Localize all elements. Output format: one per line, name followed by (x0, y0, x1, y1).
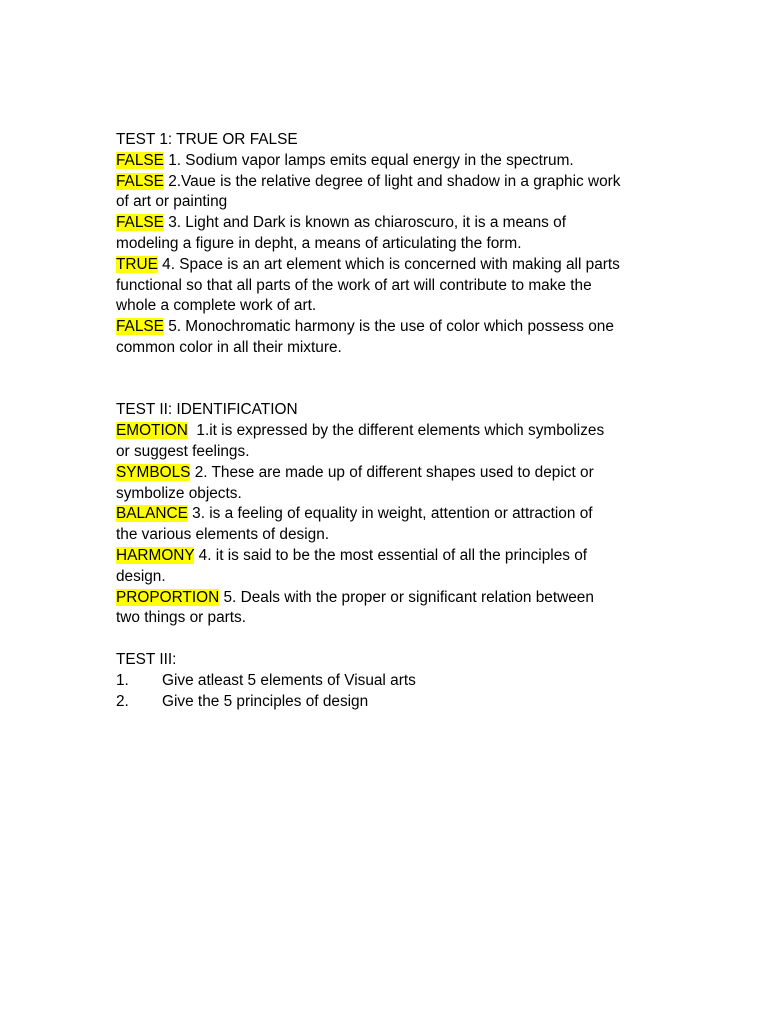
test2-item (116, 421, 656, 463)
question-text: symbolize objects. (116, 484, 242, 502)
test2-item (116, 546, 656, 588)
test3-title: TEST III: (116, 650, 177, 668)
question-text: or suggest feelings. (116, 442, 250, 460)
test1-item (116, 213, 656, 255)
test2-title: TEST II: IDENTIFICATION (116, 401, 298, 419)
question-text: design. (116, 567, 166, 585)
question-text: 2.Vaue is the relative degree of light and shadow in a graphic work (163, 172, 621, 190)
question-text: 1. Sodium vapor lamps emits equal energy in the spectrum. (163, 151, 574, 169)
question-text: 2. These are made up of different shapes used to depict or (190, 463, 594, 481)
answer-highlight: FALSE (116, 214, 164, 232)
question-text: modeling a figure in depht, a means of articulating the form. (116, 234, 522, 252)
question-text: two things or parts. (116, 609, 247, 627)
answer-highlight: EMOTION (116, 422, 188, 440)
item-text: Give atleast 5 elements of Visual arts (162, 671, 416, 689)
question-text: the various elements of design. (116, 526, 330, 544)
test1-item (116, 255, 656, 317)
answer-highlight: FALSE (116, 318, 164, 336)
answer-highlight: TRUE (116, 255, 158, 273)
test2-item (116, 504, 656, 546)
item-number: 2. (116, 692, 129, 710)
question-text: 4. it is said to be the most essential of all the principles of (194, 546, 588, 564)
question-text: whole a complete work of art. (116, 297, 317, 315)
test3-item (116, 671, 656, 692)
test1-item (116, 172, 656, 214)
question-text: 5. Deals with the proper or significant relation between (219, 588, 594, 606)
test2-item (116, 463, 656, 505)
question-text: common color in all their mixture. (116, 338, 342, 356)
question-text: 1.it is expressed by the different elements which symbolizes (187, 422, 605, 440)
answer-highlight: PROPORTION (116, 588, 220, 606)
answer-highlight: HARMONY (116, 546, 195, 564)
test1-title: TEST 1: TRUE OR FALSE (116, 131, 298, 148)
test3-item (116, 692, 656, 713)
document-page (116, 130, 656, 712)
answer-highlight: FALSE (116, 172, 164, 190)
question-text: 3. is a feeling of equality in weight, attention or attraction of (187, 505, 593, 523)
test1-item (116, 317, 656, 359)
item-text: Give the 5 principles of design (162, 692, 369, 710)
question-text: 4. Space is an art element which is concerned with making all parts (157, 255, 620, 273)
item-number: 1. (116, 671, 129, 689)
question-text: 5. Monochromatic harmony is the use of color which possess one (163, 318, 614, 336)
question-text: 3. Light and Dark is known as chiaroscuro, it is a means of (163, 214, 566, 232)
answer-highlight: FALSE (116, 151, 164, 169)
blank-line (116, 629, 656, 650)
question-text: of art or painting (116, 193, 228, 211)
question-text: functional so that all parts of the work of art will contribute to make the (116, 276, 592, 294)
blank-line (116, 380, 656, 401)
blank-line (116, 359, 656, 380)
answer-highlight: SYMBOLS (116, 463, 191, 481)
test1-item (116, 151, 656, 172)
test2-item (116, 588, 656, 630)
answer-highlight: BALANCE (116, 505, 188, 523)
